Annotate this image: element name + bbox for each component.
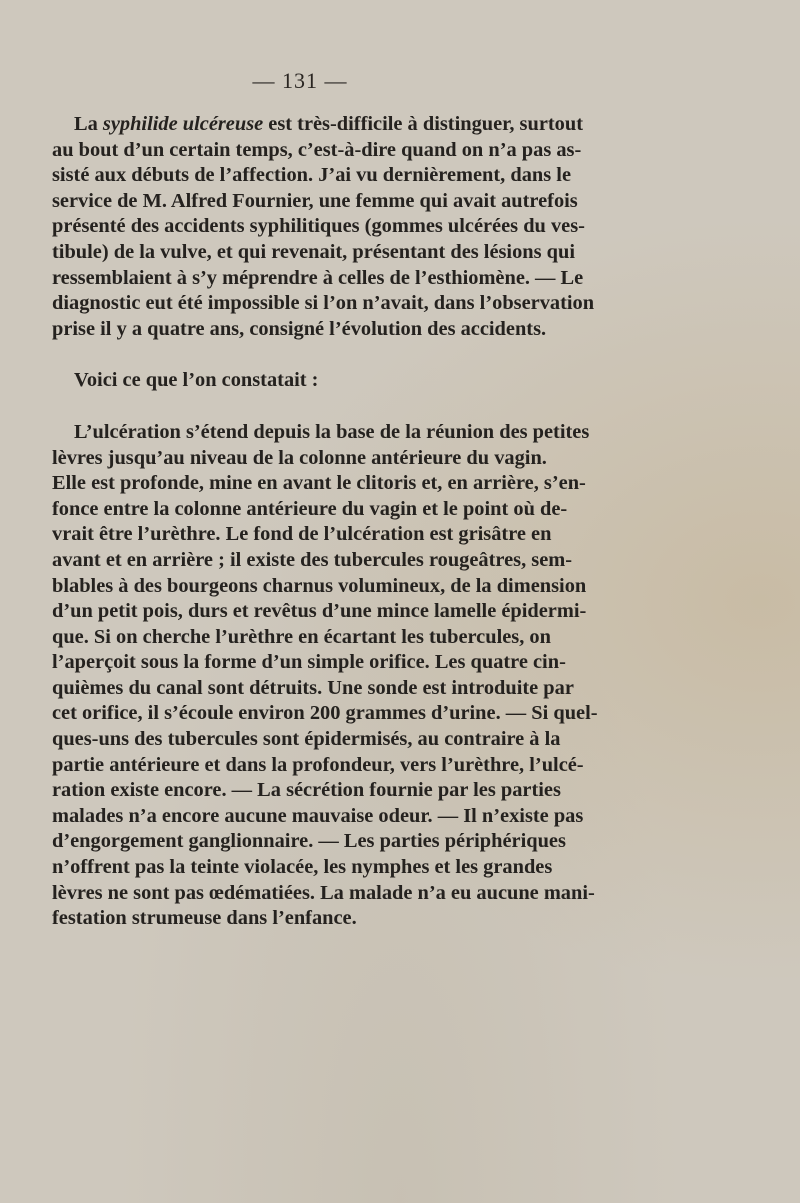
text-line: présenté des accidents syphilitiques (gommes ulcérées du ves-: [52, 215, 585, 238]
text-line: [52, 112, 583, 138]
text-run: La: [74, 113, 103, 135]
paragraph-3: [52, 420, 598, 932]
text-line: Voici ce que l’on constatait :: [74, 369, 319, 392]
text-line: quièmes du canal sont détruits. Une sonde est introduite par: [52, 676, 574, 699]
text-line: service de M. Alfred Fournier, une femme qui avait autrefois: [52, 189, 578, 212]
paragraph-1: [52, 112, 595, 342]
page-number: — 131 —: [252, 68, 348, 93]
text-line: malades n’a encore aucune mauvaise odeur. — Il n’existe pas: [52, 804, 584, 827]
text-run: est très-difficile à distinguer, surtout: [263, 113, 583, 135]
text-line: festation strumeuse dans l’enfance.: [52, 907, 357, 930]
text-line: sisté aux débuts de l’affection. J’ai vu dernièrement, dans le: [52, 164, 571, 187]
text-line: ration existe encore. — La sécrétion fournie par les parties: [52, 779, 561, 802]
text-line: Elle est profonde, mine en avant le clitoris et, en arrière, s’en-: [52, 472, 586, 495]
text-line: que. Si on cherche l’urèthre en écartant les tubercules, on: [52, 625, 551, 648]
text-line: l’aperçoit sous la forme d’un simple orifice. Les quatre cin-: [52, 651, 566, 674]
paragraph-2: [52, 368, 546, 394]
text-line: lèvres jusqu’au niveau de la colonne antérieure du vagin.: [52, 446, 547, 469]
text-line: blables à des bourgeons charnus volumineux, de la dimension: [52, 574, 587, 597]
text-line: ques-uns des tubercules sont épidermisés, au contraire à la: [52, 728, 561, 751]
text-line: tibule) de la vulve, et qui revenait, présentant des lésions qui: [52, 240, 576, 263]
text-line: fonce entre la colonne antérieure du vagin et le point où de-: [52, 497, 568, 520]
text-line: ressemblaient à s’y méprendre à celles de l’esthiomène. — Le: [52, 266, 584, 289]
text-line: lèvres ne sont pas œdématiées. La malade n’a eu aucune mani-: [52, 881, 595, 904]
italic-term: syphilide ulcéreuse: [102, 113, 264, 135]
text-line: d’engorgement ganglionnaire. — Les parties périphériques: [52, 830, 566, 853]
text-line: diagnostic eut été impossible si l’on n’avait, dans l’observation: [52, 292, 595, 315]
text-line: n’offrent pas la teinte violacée, les nymphes et les grandes: [52, 856, 553, 879]
text-line: d’un petit pois, durs et revêtus d’une mince lamelle épidermi-: [52, 600, 587, 623]
text-line: au bout d’un certain temps, c’est-à-dire quand on n’a pas as-: [52, 138, 582, 161]
text-line: L’ulcération s’étend depuis la base de la réunion des petites: [74, 420, 590, 443]
text-line: prise il y a quatre ans, consigné l’évolution des accidents.: [52, 317, 547, 340]
text-line: partie antérieure et dans la profondeur, vers l’urèthre, l’ulcé-: [52, 753, 584, 776]
body-text: [52, 112, 598, 932]
text-line: avant et en arrière ; il existe des tubercules rougeâtres, sem-: [52, 548, 573, 571]
text-line: cet orifice, il s’écoule environ 200 grammes d’urine. — Si quel-: [52, 702, 598, 725]
text-line: vrait être l’urèthre. Le fond de l’ulcération est grisâtre en: [52, 523, 552, 546]
